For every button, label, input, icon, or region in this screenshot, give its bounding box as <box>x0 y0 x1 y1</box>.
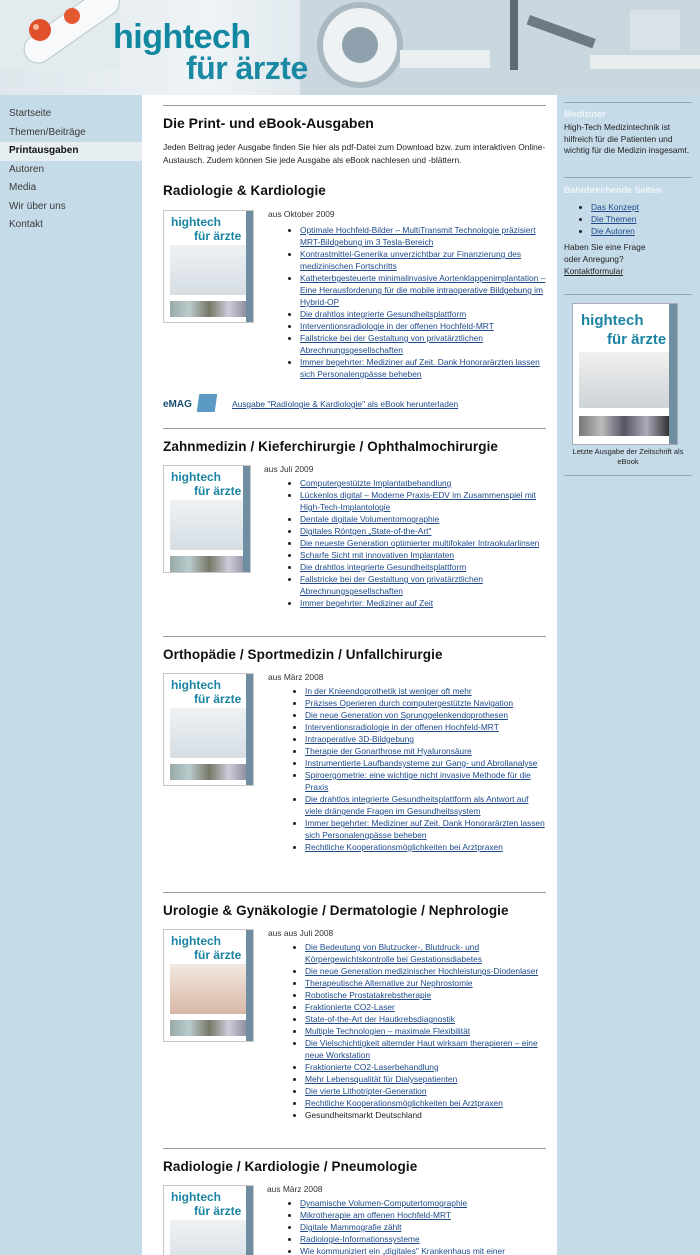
list-item <box>300 561 546 573</box>
cover-caption: Letzte Ausgabe der Zeitschrift als eBook <box>572 447 684 466</box>
list-item <box>305 697 546 709</box>
nav-item-autoren[interactable]: Autoren <box>9 163 45 175</box>
cover-strip <box>170 301 248 317</box>
list-item <box>300 525 546 537</box>
list-item <box>305 941 546 965</box>
cover-strip <box>170 556 248 572</box>
divider <box>163 892 546 893</box>
issue-section <box>163 183 546 418</box>
list-item <box>305 841 546 853</box>
issue-cover-image[interactable] <box>163 210 254 323</box>
list-item <box>300 513 546 525</box>
issue-date: aus März 2008 <box>268 672 324 682</box>
divider <box>564 102 692 103</box>
article-link[interactable]: Immer begehrter: Mediziner auf Zeit. Dank Honorarärzten lassen sich Personalengpässe beheben <box>305 818 545 840</box>
cover-logo: für ärzte <box>194 692 242 706</box>
main-content <box>142 95 557 1255</box>
intro-section <box>163 115 546 166</box>
article-link[interactable]: Scharfe Sicht mit innovativen Implantaten <box>300 550 455 560</box>
list-item <box>300 272 546 308</box>
cover-spine <box>246 674 253 786</box>
issue-section <box>163 903 546 1143</box>
divider <box>163 636 546 637</box>
logo-fuer-aerzte[interactable]: für ärzte <box>186 50 308 86</box>
nav-item-kontakt[interactable]: Kontakt <box>9 219 43 230</box>
issue-date: aus Oktober 2009 <box>268 209 335 219</box>
cover-logo: hightech <box>581 312 644 329</box>
article-link[interactable]: Mikrotherapie am offenen Hochfeld-MRT <box>300 1210 451 1220</box>
list-item: • Gesundheitsmarkt Deutschland <box>305 1109 546 1121</box>
list-item <box>591 201 639 213</box>
divider <box>564 177 692 178</box>
cover-strip <box>579 416 669 436</box>
list-item <box>305 793 546 817</box>
article-link[interactable]: Fraktionierte CO2-Laser <box>305 1002 395 1012</box>
list-item <box>305 1037 546 1061</box>
list-item <box>300 1209 546 1221</box>
list-item <box>300 489 546 513</box>
list-item <box>300 597 546 609</box>
article-link[interactable]: Präzises Operieren durch computergestützte Navigation <box>305 698 514 708</box>
nav-item-startseite[interactable]: Startseite <box>9 108 52 119</box>
article-link[interactable]: Immer begehrter: Mediziner auf Zeit. Dank Honorarärzten lassen sich Personalengpässe beheben <box>300 357 540 379</box>
ebook-download-link[interactable]: Ausgabe "Radiologie & Kardiologie" als eBook herunterladen <box>232 399 459 409</box>
article-link[interactable]: In der Knieendoprothetik ist weniger oft mehr <box>305 686 472 696</box>
cover-spine <box>243 466 250 573</box>
article-link[interactable]: Mehr Lebensqualität für Dialysepatienten <box>305 1074 458 1084</box>
cover-logo: für ärzte <box>194 484 242 498</box>
divider <box>163 105 546 106</box>
article-link[interactable]: Fallstricke bei der Gestaltung von privatärztlichen Abrechnungsgesellschaften <box>300 574 483 596</box>
article-link[interactable]: Die vierte Lithotripter-Generation <box>305 1086 427 1096</box>
cover-photo <box>170 964 248 1014</box>
cover-spine <box>246 1186 253 1255</box>
list-item <box>305 709 546 721</box>
list-item <box>305 1061 546 1073</box>
cover-logo: für ärzte <box>194 1204 242 1218</box>
nav-item-printausgaben[interactable]: Printausgaben <box>0 142 142 161</box>
list-item <box>305 989 546 1001</box>
list-item <box>300 573 546 597</box>
article-link[interactable]: State-of-the-Art der Hautkrebsdiagnostik <box>305 1014 455 1024</box>
cover-spine <box>246 211 253 323</box>
article-link[interactable]: Dynamische Volumen-Computertomographie <box>300 1198 468 1208</box>
cover-photo <box>579 352 669 408</box>
list-item <box>305 1001 546 1013</box>
latest-issue-cover[interactable] <box>572 303 678 445</box>
right-sidebar <box>557 95 700 1255</box>
list-item <box>305 1025 546 1037</box>
list-item <box>300 537 546 549</box>
article-link[interactable]: Immer begehrter: Mediziner auf Zeit <box>300 598 434 608</box>
list-item <box>300 320 546 332</box>
article-link[interactable]: Rechtliche Kooperationsmöglichkeiten bei Arztpraxen <box>305 1098 503 1108</box>
article-list <box>290 224 546 380</box>
article-link[interactable]: Die neue Generation von Sprunggelenkendoprothesen <box>305 710 509 720</box>
list-item <box>305 685 546 697</box>
cover-photo <box>170 708 248 758</box>
test-tube-image <box>0 0 120 70</box>
divider <box>163 1148 546 1149</box>
cover-logo: hightech <box>171 934 221 948</box>
contact-form-link[interactable]: Kontaktformular <box>564 266 624 276</box>
issue-cover-image[interactable] <box>163 465 251 573</box>
article-link[interactable]: Therapie der Gonarthrose mit Hyaluronsäure <box>305 746 472 756</box>
article-list <box>295 941 546 1121</box>
link-konzept[interactable]: Das Konzept <box>591 202 639 212</box>
left-sidebar <box>0 95 142 1255</box>
issue-title: Radiologie & Kardiologie <box>163 183 326 198</box>
issue-date: aus Juli 2009 <box>264 464 314 474</box>
article-link[interactable]: Digitales Röntgen „State-of-the-Art" <box>300 526 432 536</box>
cover-logo: für ärzte <box>194 229 242 243</box>
list-item <box>305 1073 546 1085</box>
list-item <box>305 1097 546 1109</box>
article-link[interactable]: Instrumentierte Laufbandsysteme zur Gang- und Abrollanalyse <box>305 758 538 768</box>
article-link[interactable]: Interventionsradiologie in der offenen Hochfeld-MRT <box>305 722 499 732</box>
issue-cover-image[interactable] <box>163 1185 254 1255</box>
list-item <box>300 549 546 561</box>
sidebar-text: High-Tech Medizintechnik ist hilfreich für die Patienten und wichtig für die Medizin insgesamt. <box>564 122 690 155</box>
article-link[interactable]: Digitale Mammografie zählt <box>300 1222 402 1232</box>
list-item <box>305 1085 546 1097</box>
cover-logo: hightech <box>171 678 221 692</box>
link-autoren[interactable]: Die Autoren <box>591 226 635 236</box>
list-item <box>591 225 639 237</box>
divider <box>163 428 546 429</box>
cover-logo: hightech <box>171 470 221 484</box>
article-link[interactable]: Therapeutische Alternative zur Nephrostomie <box>305 978 473 988</box>
cover-photo <box>170 1220 248 1255</box>
list-item <box>305 721 546 733</box>
list-item <box>300 477 546 489</box>
list-item <box>300 1245 546 1255</box>
article-list <box>290 1197 546 1255</box>
cover-photo <box>170 245 248 295</box>
article-link[interactable]: Die neue Generation medizinischer Hochleistungs-Diodenlaser <box>305 966 539 976</box>
article-link[interactable]: Spiroergometrie: eine wichtige nicht invasive Methode für die Praxis <box>305 770 531 792</box>
article-link[interactable]: Die drahtlos integrierte Gesundheitsplattform <box>300 309 467 319</box>
article-link[interactable]: Intraoperative 3D-Bildgebung <box>305 734 414 744</box>
issue-date: aus aus Juli 2008 <box>268 928 334 938</box>
intro-text: Jeden Beitrag jeder Ausgabe finden Sie hier als pdf-Datei zum Download bzw. zum interaktiven Online-Austausch. Zudem können Sie jede Ausgabe als eBook nachlesen und -blättern. <box>163 142 546 165</box>
list-item <box>305 733 546 745</box>
article-link[interactable]: Die drahtlos integrierte Gesundheitsplattform <box>300 562 467 572</box>
issue-section <box>163 439 546 639</box>
list-item <box>300 308 546 320</box>
article-link[interactable]: Katheterbgesteuerte minimalinvasive Aortenklappenimplantation – Eine Herausforderung für die mobile intraoperative Bildgebung im Hybrid-OP <box>300 273 546 307</box>
link-themen[interactable]: Die Themen <box>591 214 637 224</box>
nav-item-media[interactable]: Media <box>9 182 37 193</box>
article-link[interactable]: Optimale Hochfeld-Bilder – MultiTransmit Technologie präzisiert MRT-Bildgebung im 3 Tesla-Bereich <box>300 225 536 247</box>
sidebar-headline: Mediziner <box>564 109 606 119</box>
list-item <box>305 965 546 977</box>
article-link[interactable]: Interventionsradiologie in der offenen Hochfeld-MRT <box>300 321 494 331</box>
article-link[interactable]: Fraktionierte CO2-Laserbehandlung <box>305 1062 439 1072</box>
article-link[interactable]: Die Vielschichtigkeit alternder Haut wirksam therapieren – eine neue Workstation <box>305 1038 538 1060</box>
article-link[interactable]: Die drahtlos integrierte Gesundheitsplattform als Antwort auf viele drängende Fragen im Gesundheitssystem <box>305 794 529 816</box>
cover-spine <box>669 304 677 445</box>
sidebar-question: Haben Sie eine Frage oder Anregung? <box>564 242 646 264</box>
sidebar-headline: Bahnbrechende Seiten <box>564 185 662 195</box>
emag-logo <box>163 392 218 414</box>
issue-date: aus März 2008 <box>267 1184 323 1194</box>
issue-section <box>163 647 546 887</box>
list-item <box>300 224 546 248</box>
list-item <box>305 1013 546 1025</box>
article-link[interactable]: Radiologie-Informationssysteme <box>300 1234 420 1244</box>
article-list <box>295 685 546 853</box>
page-title: Die Print- und eBook-Ausgaben <box>163 115 374 131</box>
list-item <box>591 213 639 225</box>
issue-title: Zahnmedizin / Kieferchirurgie / Ophthalmochirurgie <box>163 439 499 454</box>
issue-title: Urologie & Gynäkologie / Dermatologie / Nephrologie <box>163 903 509 918</box>
issue-section <box>163 1159 546 1255</box>
cover-logo: für ärzte <box>194 948 242 962</box>
article-link[interactable]: Die neueste Generation optimierter multifokaler Intraokularlinsen <box>300 538 540 548</box>
article-link[interactable]: Wie kommuniziert ein „digitales" Krankenhaus mit einer <box>300 1246 505 1255</box>
list-item <box>300 248 546 272</box>
list-item <box>305 745 546 757</box>
list-item <box>300 356 546 380</box>
article-link[interactable]: Die Bedeutung von Blutzucker-, Blutdruck- und Körpergewichtskontrolle bei Gestationsdiabetes <box>305 942 482 964</box>
issue-title: Orthopädie / Sportmedizin / Unfallchirurgie <box>163 647 443 662</box>
cover-logo: für ärzte <box>607 331 667 348</box>
article-link[interactable]: Dentale digitale Volumentomographie <box>300 514 440 524</box>
divider <box>564 475 692 476</box>
list-item <box>305 817 546 841</box>
issue-cover-image[interactable] <box>163 673 254 786</box>
cover-strip <box>170 1020 248 1036</box>
sidebar-links <box>591 201 639 237</box>
cover-logo: hightech <box>171 1190 221 1204</box>
article-link[interactable]: Rechtliche Kooperationsmöglichkeiten bei Arztpraxen <box>305 842 503 852</box>
list-item <box>305 977 546 989</box>
cover-logo: hightech <box>171 215 221 229</box>
article-link[interactable]: Multiple Technologien – maximale Flexibilität <box>305 1026 471 1036</box>
emag-label: eMAG <box>163 399 192 410</box>
cover-photo <box>170 500 248 550</box>
main-navigation <box>0 105 142 235</box>
medical-equipment-image <box>300 0 700 95</box>
article-link[interactable]: Lückenlos digital – Moderne Praxis-EDV im Zusammenspiel mit High-Tech-Implantologie <box>300 490 536 512</box>
nav-item-themen[interactable]: Themen/Beiträge <box>9 126 86 138</box>
list-item <box>300 332 546 356</box>
list-item <box>305 769 546 793</box>
cover-spine <box>246 930 253 1042</box>
article-link[interactable]: Kontrastmittel-Generika unverzichtbar zur Finanzierung des medizinischen Fortschritts <box>300 249 522 271</box>
article-list <box>290 477 546 609</box>
list-item <box>300 1233 546 1245</box>
ebook-icon <box>197 394 218 412</box>
divider <box>564 294 692 295</box>
article-link[interactable]: Robotische Prostatakrebstherapie <box>305 990 432 1000</box>
list-item <box>300 1221 546 1233</box>
cover-strip <box>170 764 248 780</box>
site-header <box>0 0 700 95</box>
article-link[interactable]: Computergestützte Implantatbehandlung <box>300 478 452 488</box>
nav-item-wir-ueber-uns[interactable]: Wir über uns <box>9 200 66 212</box>
issue-title: Radiologie / Kardiologie / Pneumologie <box>163 1159 418 1174</box>
issue-cover-image[interactable] <box>163 929 254 1042</box>
logo-hightech[interactable]: hightech <box>113 18 251 56</box>
article-link[interactable]: Fallstricke bei der Gestaltung von privatärztlichen Abrechnungsgesellschaften <box>300 333 483 355</box>
list-item <box>300 1197 546 1209</box>
list-item <box>305 757 546 769</box>
